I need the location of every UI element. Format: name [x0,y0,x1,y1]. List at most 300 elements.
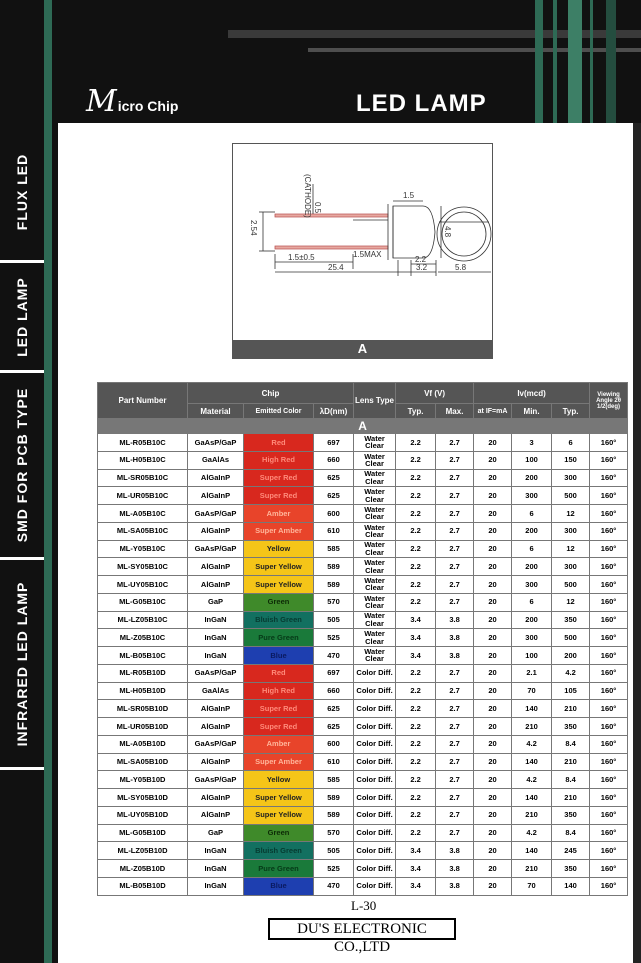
table-row [98,700,628,718]
cell-emitted-color: Super Red [244,487,314,505]
table-row [98,842,628,860]
cell-wavelength: 600 [314,505,354,523]
cell-lens-type: Color Diff. [354,842,396,860]
cell-emitted-color: Red [244,434,314,452]
cell-emitted-color: Super Yellow [244,558,314,576]
table-row [98,682,628,700]
cell-lens-type: Water Clear [354,558,396,576]
cell-part-number: ML-SA05B10D [98,753,188,771]
cell-iv-typ: 140 [552,877,590,895]
cell-vf-typ: 2.2 [396,806,436,824]
cell-vf-typ: 2.2 [396,451,436,469]
cell-material: AlGaInP [188,469,244,487]
cell-vf-typ: 2.2 [396,522,436,540]
cell-iv-typ: 500 [552,629,590,647]
cell-material: AlGaInP [188,718,244,736]
cell-viewing-angle: 160° [590,735,628,753]
cell-vf-max: 3.8 [436,647,474,665]
cell-vf-typ: 2.2 [396,700,436,718]
cell-lens-type: Color Diff. [354,735,396,753]
header-part-number: Part Number [98,383,188,419]
cell-wavelength: 610 [314,753,354,771]
dim-flange-diameter: 5.8 [455,263,467,272]
cell-iv-min: 200 [512,469,552,487]
cell-wavelength: 589 [314,558,354,576]
cell-wavelength: 697 [314,664,354,682]
cell-material: AlGaInP [188,700,244,718]
company-name: DU'S ELECTRONIC CO.,LTD [268,918,456,940]
cell-iv-typ: 350 [552,611,590,629]
cell-wavelength: 585 [314,540,354,558]
dim-flange: 1.5 [403,191,415,200]
cell-viewing-angle: 160° [590,540,628,558]
cell-iv-typ: 8.4 [552,735,590,753]
cell-iv-typ: 210 [552,753,590,771]
cell-emitted-color: Pure Green [244,860,314,878]
led-outline-drawing [233,144,492,340]
cell-viewing-angle: 160° [590,842,628,860]
cell-iv-typ: 500 [552,487,590,505]
table-row [98,451,628,469]
cell-emitted-color: Bluish Green [244,842,314,860]
cell-iv-typ: 300 [552,469,590,487]
cell-part-number: ML-UY05B10D [98,806,188,824]
cell-vf-typ: 2.2 [396,718,436,736]
cell-iv-min: 300 [512,487,552,505]
cell-if: 20 [474,735,512,753]
cell-emitted-color: Super Yellow [244,576,314,594]
cell-iv-min: 140 [512,842,552,860]
cell-vf-typ: 3.4 [396,877,436,895]
cell-vf-max: 2.7 [436,434,474,452]
cell-material: AlGaInP [188,806,244,824]
cell-iv-typ: 500 [552,576,590,594]
header-lambda-d: λD(nm) [314,404,354,419]
sidebar-accent-stripe [44,0,52,963]
dim-lead-width: 0.5 [313,202,322,214]
table-row [98,789,628,807]
cell-iv-min: 4.2 [512,824,552,842]
cell-emitted-color: Amber [244,735,314,753]
table-row [98,487,628,505]
header-iv: Iv(mcd) [474,383,590,404]
cell-vf-typ: 3.4 [396,611,436,629]
table-row [98,753,628,771]
cell-viewing-angle: 160° [590,611,628,629]
cell-lens-type: Color Diff. [354,877,396,895]
cell-lens-type: Color Diff. [354,700,396,718]
table-row [98,877,628,895]
cell-iv-min: 300 [512,629,552,647]
cell-if: 20 [474,540,512,558]
cell-emitted-color: Yellow [244,771,314,789]
cell-if: 20 [474,682,512,700]
cell-iv-min: 210 [512,860,552,878]
cell-lens-type: Color Diff. [354,682,396,700]
cell-if: 20 [474,469,512,487]
cell-vf-typ: 2.2 [396,735,436,753]
cell-iv-typ: 300 [552,558,590,576]
header-accent-stripe [590,0,593,123]
cell-emitted-color: Super Yellow [244,806,314,824]
cell-emitted-color: Blue [244,877,314,895]
cell-iv-typ: 350 [552,860,590,878]
cell-if: 20 [474,593,512,611]
cell-vf-max: 2.7 [436,576,474,594]
cell-lens-type: Color Diff. [354,771,396,789]
cell-vf-max: 3.8 [436,860,474,878]
cell-viewing-angle: 160° [590,451,628,469]
cell-part-number: ML-UR05B10C [98,487,188,505]
cell-lens-type: Water Clear [354,434,396,452]
dim-body-diameter: 4.8 [443,226,452,238]
cell-material: AlGaInP [188,487,244,505]
cell-iv-min: 200 [512,611,552,629]
cell-iv-typ: 210 [552,700,590,718]
cell-lens-type: Color Diff. [354,789,396,807]
cell-iv-min: 200 [512,522,552,540]
cell-iv-typ: 350 [552,718,590,736]
cell-iv-min: 100 [512,451,552,469]
cell-lens-type: Water Clear [354,576,396,594]
cell-iv-min: 140 [512,700,552,718]
page-header [58,0,641,123]
cell-viewing-angle: 160° [590,647,628,665]
cell-material: GaAsP/GaP [188,735,244,753]
cell-lens-type: Color Diff. [354,718,396,736]
cell-iv-min: 6 [512,593,552,611]
header-vf-typ: Typ. [396,404,436,419]
header-material: Material [188,404,244,419]
brand-logo [86,84,178,119]
cell-iv-min: 70 [512,682,552,700]
cell-material: GaP [188,593,244,611]
brand-initial: M [86,84,117,119]
cell-part-number: ML-UY05B10C [98,576,188,594]
table-row [98,576,628,594]
cell-vf-typ: 2.2 [396,505,436,523]
cell-if: 20 [474,505,512,523]
cell-part-number: ML-SY05B10D [98,789,188,807]
cell-viewing-angle: 160° [590,593,628,611]
cell-wavelength: 610 [314,522,354,540]
cell-vf-typ: 2.2 [396,824,436,842]
cell-vf-typ: 2.2 [396,434,436,452]
cell-material: InGaN [188,842,244,860]
cell-vf-typ: 2.2 [396,540,436,558]
cell-iv-typ: 150 [552,451,590,469]
cell-part-number: ML-Y05B10C [98,540,188,558]
cell-lens-type: Water Clear [354,451,396,469]
cell-material: AlGaInP [188,789,244,807]
cell-iv-typ: 8.4 [552,824,590,842]
cell-vf-max: 2.7 [436,771,474,789]
cell-viewing-angle: 160° [590,877,628,895]
cell-lens-type: Color Diff. [354,753,396,771]
cell-iv-typ: 12 [552,505,590,523]
dim-lead-length: 25.4 [328,263,344,272]
sidebar-label: FLUX LED [14,153,30,230]
cell-part-number: ML-Y05B10D [98,771,188,789]
table-row [98,593,628,611]
cell-vf-max: 2.7 [436,487,474,505]
table-row [98,806,628,824]
header-at-if: at IF=mA [474,404,512,419]
cell-wavelength: 470 [314,877,354,895]
brand-name: icro Chip [117,98,179,114]
cell-lens-type: Water Clear [354,611,396,629]
table-row [98,860,628,878]
cell-iv-typ: 105 [552,682,590,700]
cell-wavelength: 600 [314,735,354,753]
cell-material: GaAlAs [188,682,244,700]
cell-vf-max: 3.8 [436,877,474,895]
cell-iv-min: 6 [512,540,552,558]
sidebar-section [0,560,44,770]
cell-material: AlGaInP [188,522,244,540]
cell-vf-typ: 2.2 [396,664,436,682]
cell-vf-max: 2.7 [436,735,474,753]
cell-emitted-color: High Red [244,451,314,469]
cell-viewing-angle: 160° [590,664,628,682]
cell-lens-type: Water Clear [354,505,396,523]
table-row [98,718,628,736]
cell-wavelength: 589 [314,806,354,824]
page-title: LED LAMP [356,90,487,117]
cell-viewing-angle: 160° [590,487,628,505]
cell-part-number: ML-UR05B10D [98,718,188,736]
cell-vf-max: 2.7 [436,789,474,807]
cell-wavelength: 525 [314,860,354,878]
header-vf-max: Max. [436,404,474,419]
cell-emitted-color: High Red [244,682,314,700]
page-number: L-30 [351,898,377,913]
table-row [98,522,628,540]
cell-lens-type: Color Diff. [354,860,396,878]
cell-wavelength: 660 [314,451,354,469]
header-accent-stripe [568,0,582,123]
cell-lens-type: Water Clear [354,522,396,540]
cell-lens-type: Water Clear [354,647,396,665]
cell-iv-typ: 210 [552,789,590,807]
cell-material: GaAsP/GaP [188,771,244,789]
cell-lens-type: Water Clear [354,629,396,647]
cell-iv-typ: 350 [552,806,590,824]
cell-iv-min: 210 [512,718,552,736]
cell-emitted-color: Red [244,664,314,682]
cell-iv-typ: 6 [552,434,590,452]
dim-dome: 2.2 [415,255,427,264]
cell-material: InGaN [188,877,244,895]
cell-viewing-angle: 160° [590,771,628,789]
cell-wavelength: 570 [314,824,354,842]
header-accent-stripe [553,0,557,123]
cell-vf-max: 2.7 [436,718,474,736]
cell-vf-max: 2.7 [436,753,474,771]
cell-material: AlGaInP [188,558,244,576]
cell-vf-max: 2.7 [436,558,474,576]
cell-material: GaP [188,824,244,842]
cell-material: AlGaInP [188,576,244,594]
cell-material: GaAsP/GaP [188,540,244,558]
dim-body-length: 3.2 [416,263,428,272]
category-sidebar [0,0,58,963]
table-row [98,824,628,842]
cell-vf-typ: 3.4 [396,860,436,878]
cell-iv-min: 210 [512,806,552,824]
header-emitted-color: Emitted Color [244,404,314,419]
cell-emitted-color: Super Yellow [244,789,314,807]
cell-part-number: ML-B05B10D [98,877,188,895]
sidebar-label: LED LAMP [14,276,30,357]
cell-part-number: ML-LZ05B10D [98,842,188,860]
cell-emitted-color: Super Red [244,700,314,718]
table-row [98,505,628,523]
cell-vf-typ: 2.2 [396,771,436,789]
cell-iv-min: 4.2 [512,771,552,789]
page-edge [633,123,641,963]
figure-label: A [233,340,492,358]
cell-iv-min: 140 [512,753,552,771]
cell-viewing-angle: 160° [590,576,628,594]
cell-wavelength: 625 [314,718,354,736]
cell-vf-max: 3.8 [436,629,474,647]
cell-iv-min: 3 [512,434,552,452]
cell-emitted-color: Blue [244,647,314,665]
cell-emitted-color: Super Red [244,718,314,736]
cell-iv-min: 70 [512,877,552,895]
cell-vf-typ: 2.2 [396,682,436,700]
cell-vf-typ: 3.4 [396,629,436,647]
cell-part-number: ML-SR05B10C [98,469,188,487]
cell-part-number: ML-SA05B10C [98,522,188,540]
cell-part-number: ML-R05B10C [98,434,188,452]
spec-table [97,382,628,896]
cell-vf-max: 2.7 [436,824,474,842]
header-viewing-angle: Viewing Angle 2θ 1/2(deg) [590,383,628,419]
cell-viewing-angle: 160° [590,789,628,807]
cell-part-number: ML-H05B10C [98,451,188,469]
dim-cathode-note: (CATHODE) [303,174,312,218]
cell-wavelength: 470 [314,647,354,665]
cell-if: 20 [474,434,512,452]
section-label: A [98,419,628,434]
table-row [98,771,628,789]
cell-lens-type: Water Clear [354,487,396,505]
cell-vf-max: 3.8 [436,611,474,629]
cell-emitted-color: Bluish Green [244,611,314,629]
cell-iv-typ: 12 [552,540,590,558]
header-accent-stripe [606,0,616,123]
cell-if: 20 [474,877,512,895]
cell-if: 20 [474,789,512,807]
cell-part-number: ML-LZ05B10C [98,611,188,629]
table-row [98,434,628,452]
header-chip: Chip [188,383,354,404]
cell-vf-max: 2.7 [436,700,474,718]
cell-if: 20 [474,824,512,842]
cell-iv-typ: 200 [552,647,590,665]
cell-if: 20 [474,558,512,576]
cell-part-number: ML-Z05B10D [98,860,188,878]
cell-if: 20 [474,664,512,682]
cell-viewing-angle: 160° [590,522,628,540]
cell-lens-type: Color Diff. [354,824,396,842]
cell-iv-min: 140 [512,789,552,807]
cell-iv-min: 6 [512,505,552,523]
cell-wavelength: 585 [314,771,354,789]
cell-if: 20 [474,860,512,878]
cell-emitted-color: Green [244,824,314,842]
cell-if: 20 [474,522,512,540]
cell-vf-max: 2.7 [436,664,474,682]
cell-if: 20 [474,647,512,665]
cell-iv-min: 200 [512,558,552,576]
cell-iv-typ: 245 [552,842,590,860]
header-accent-stripe [535,0,543,123]
cell-if: 20 [474,753,512,771]
header-iv-min: Min. [512,404,552,419]
cell-iv-typ: 12 [552,593,590,611]
cell-iv-min: 100 [512,647,552,665]
cell-vf-max: 2.7 [436,469,474,487]
cell-vf-max: 2.7 [436,682,474,700]
cell-if: 20 [474,451,512,469]
cell-if: 20 [474,806,512,824]
cell-if: 20 [474,842,512,860]
cell-viewing-angle: 160° [590,629,628,647]
cell-part-number: ML-Z05B10C [98,629,188,647]
cell-vf-typ: 3.4 [396,842,436,860]
cell-material: GaAsP/GaP [188,434,244,452]
cell-vf-typ: 2.2 [396,753,436,771]
cell-part-number: ML-G05B10D [98,824,188,842]
cell-iv-typ: 4.2 [552,664,590,682]
cell-material: GaAlAs [188,451,244,469]
cell-lens-type: Color Diff. [354,806,396,824]
cell-if: 20 [474,629,512,647]
cell-if: 20 [474,611,512,629]
cell-vf-typ: 3.4 [396,647,436,665]
cell-material: InGaN [188,629,244,647]
cell-viewing-angle: 160° [590,753,628,771]
table-row [98,629,628,647]
cell-vf-max: 2.7 [436,540,474,558]
cell-lens-type: Water Clear [354,593,396,611]
cell-part-number: ML-G05B10C [98,593,188,611]
sidebar-section [0,263,44,373]
sidebar-section [0,123,44,263]
cell-if: 20 [474,718,512,736]
table-row [98,664,628,682]
cell-wavelength: 505 [314,611,354,629]
cell-material: InGaN [188,860,244,878]
cell-wavelength: 570 [314,593,354,611]
cell-vf-typ: 2.2 [396,576,436,594]
cell-viewing-angle: 160° [590,505,628,523]
cell-vf-typ: 2.2 [396,469,436,487]
cell-viewing-angle: 160° [590,700,628,718]
cell-part-number: ML-SY05B10C [98,558,188,576]
cell-wavelength: 589 [314,576,354,594]
header-vf: Vf (V) [396,383,474,404]
cell-viewing-angle: 160° [590,434,628,452]
cell-lens-type: Water Clear [354,469,396,487]
cell-wavelength: 625 [314,487,354,505]
dim-standoff-max: 1.5MAX [353,250,382,259]
cell-vf-max: 2.7 [436,522,474,540]
table-row [98,558,628,576]
